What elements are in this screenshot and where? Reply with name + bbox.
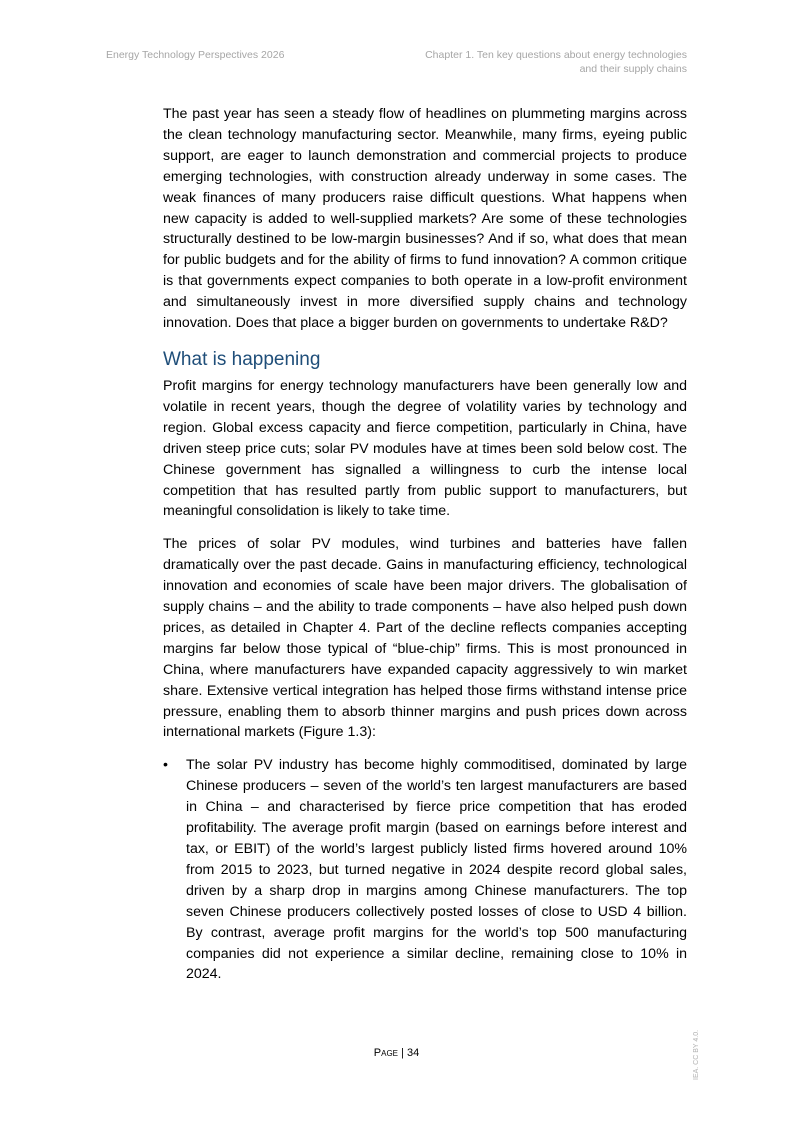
paragraph-prices: The prices of solar PV modules, wind turbines and batteries have fallen dramatically over the past decade. Gains in manufacturing efficiency, technological innovation and economies of scale have been major drivers. The globalisation of supply chains – and the ability to trade components – have also helped push down prices, as detailed in Chapter 4. Part of the decline reflects companies accepting margins far below those typical of “blue-chip” firms. This is most pronounced in China, where manufacturers have expanded capacity aggressively to win market share. Extensive vertical integration has helped those firms withstand intense price pressure, enabling them to absorb thinner margins and push prices down across international markets (Figure 1.3):	[163, 536, 687, 741]
bullet-item-solar-pv	[163, 755, 687, 985]
bullet-list	[163, 755, 687, 985]
bullet-icon: •	[163, 757, 168, 774]
page-number: 34	[406, 1047, 420, 1059]
page-separator: |	[398, 1047, 407, 1059]
paragraph-profit-margins: Profit margins for energy technology manufacturers have been generally low and volatile in recent years, though the degree of volatility varies by technology and region. Global excess capacity and fierce competition, particularly in China, have driven steep price cuts; solar PV modules have at times been sold below cost. The Chinese government has signalled a willingness to curb the intense local competition that has resulted partly from public support to manufacturers, but meaningful consolidation is likely to take time.	[163, 377, 687, 520]
page-body	[163, 104, 687, 985]
section-heading: What is happening	[163, 348, 321, 370]
intro-paragraph: The past year has seen a steady flow of headlines on plummeting margins across the clean technology manufacturing sector. Meanwhile, many firms, eyeing public support, are eager to launch demonstration and commercial projects to produce emerging technologies, with construction already underway in some cases. The weak finances of many producers raise difficult questions. What happens when new capacity is added to well-supplied markets? Are some of these technologies structurally destined to be low-margin businesses? And if so, what does that mean for public budgets and for the ability of firms to fund innovation? A common critique is that governments expect companies to both operate in a low-profit environment and simultaneously invest in more diversified supply chains and technology innovation. Does that place a bigger burden on governments to undertake R&D?	[163, 106, 687, 332]
page-label: Page	[373, 1047, 398, 1059]
page-footer	[0, 1047, 793, 1059]
running-header-title: Energy Technology Perspectives 2026	[106, 49, 285, 61]
chapter-line-2: and their supply chains	[579, 63, 687, 75]
chapter-line-1: Chapter 1. Ten key questions about energy technologies	[425, 49, 687, 61]
bullet-text: The solar PV industry has become highly commoditised, dominated by large Chinese producers – seven of the world’s ten largest manufacturers are based in China – and characterised by fierce price competition that has eroded profitability. The average profit margin (based on earnings before interest and tax, or EBIT) of the world’s largest publicly listed firms hovered around 10% from 2015 to 2023, but turned negative in 2024 despite record global sales, driven by a sharp drop in margins among Chinese manufacturers. The top seven Chinese producers collectively posted losses of close to USD 4 billion. By contrast, average profit margins for the world’s top 500 manufacturing companies did not experience a similar decline, remaining close to 10% in 2024.	[186, 757, 687, 983]
running-header-chapter	[425, 48, 687, 76]
license-note: IEA. CC BY 4.0.	[693, 1029, 700, 1080]
